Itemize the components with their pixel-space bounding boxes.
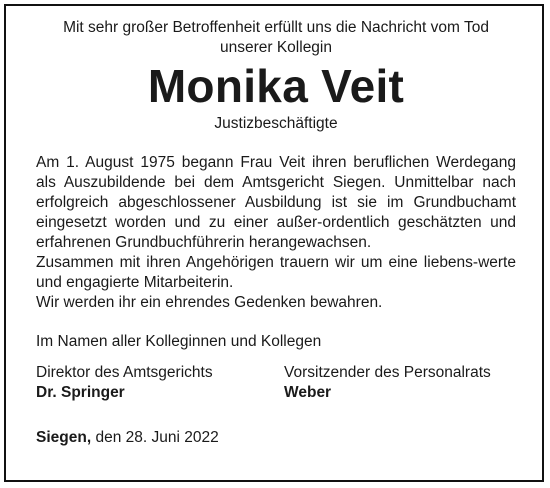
place: Siegen,: [36, 429, 92, 446]
signer-name: Weber: [284, 384, 332, 401]
signer-title: Vorsitzender des Personalrats: [284, 364, 491, 381]
signer-director: [36, 363, 213, 403]
signer-title: Direktor des Amtsgerichts: [36, 364, 213, 381]
remembrance-paragraph: Wir werden ihr ein ehrendes Gedenken bewahren.: [36, 294, 383, 311]
mourning-paragraph: Zusammen mit ihren Angehörigen trauern wir um eine liebens-werte und engagierte Mitarbeiterin.: [36, 254, 516, 291]
intro-text: Mit sehr großer Betroffenheit erfüllt uns die Nachricht vom Tod unserer Kollegin: [63, 19, 489, 56]
on-behalf-line: Im Namen aller Kolleginnen und Kollegen: [36, 333, 322, 350]
obituary-notice: [36, 18, 516, 448]
signatures: [36, 363, 516, 403]
deceased-role: Justizbeschäftigte: [214, 115, 338, 132]
date: den 28. Juni 2022: [95, 429, 219, 446]
place-and-date: [36, 428, 516, 448]
signer-name: Dr. Springer: [36, 384, 125, 401]
deceased-name: Monika Veit: [147, 60, 405, 112]
career-paragraph: Am 1. August 1975 begann Frau Veit ihren beruflichen Werdegang als Auszubildende bei dem Amtsgericht Siegen. Unmittelbar nach erfolgreich abgeschlossener Ausbildung ist sie im Grundbuchamt eingesetzt worden und zu einer außer-ordentlich geschätzten und erfahrenen Grundbuchführerin herangewachsen.: [36, 154, 516, 251]
signer-staff-council: [284, 363, 516, 403]
